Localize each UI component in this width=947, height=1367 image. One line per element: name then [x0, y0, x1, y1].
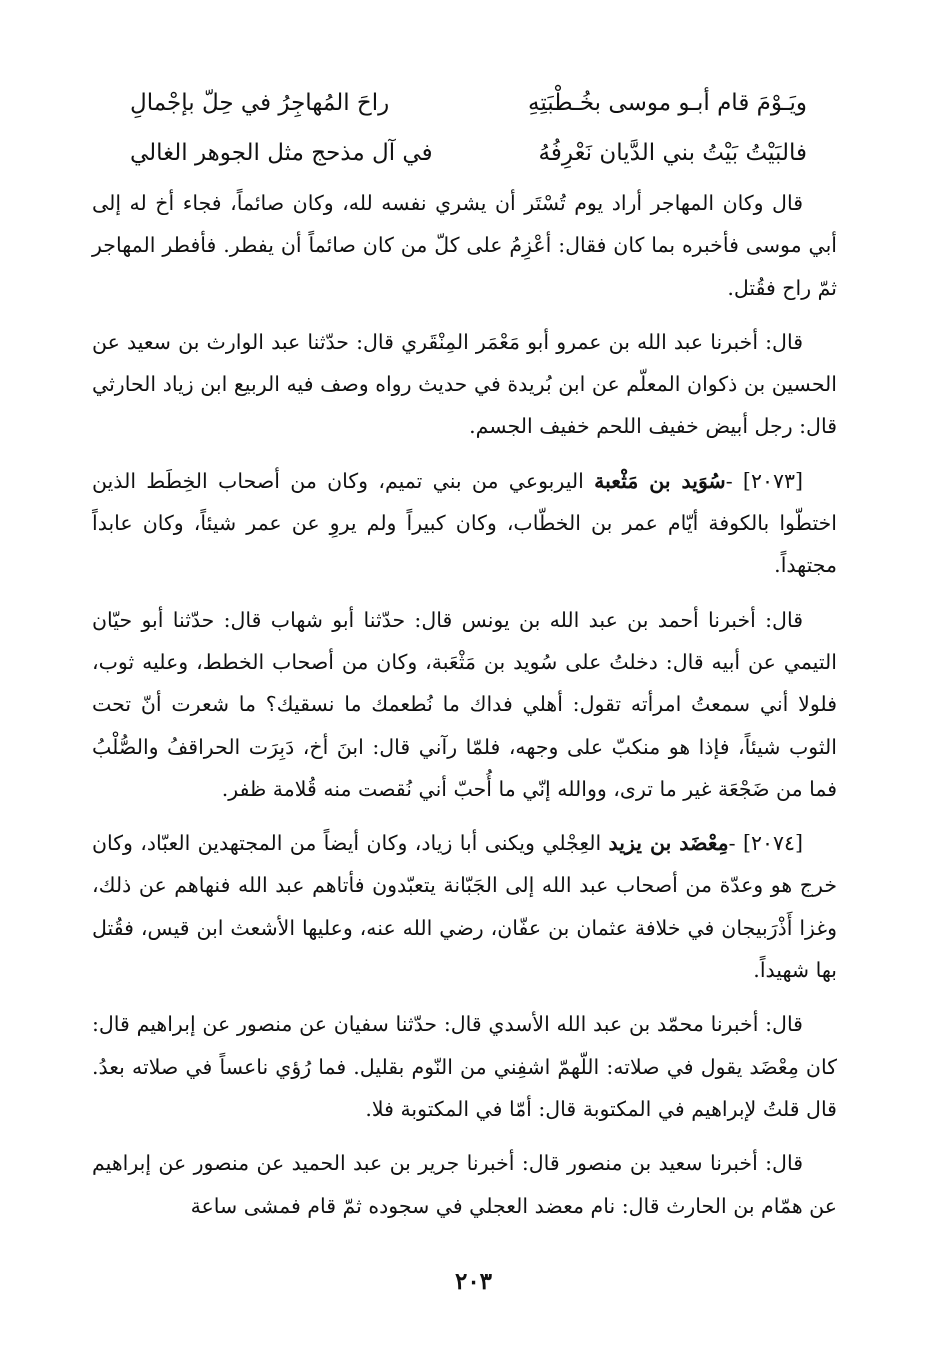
- verse-second-hemistich: في آل مذحج مثل الجوهر الغالي: [130, 140, 433, 166]
- paragraph: [92, 599, 837, 810]
- poem-verse: [92, 128, 837, 178]
- poem: [92, 78, 837, 178]
- biography-entry: [92, 460, 837, 587]
- paragraph: [92, 1142, 837, 1227]
- verse-first-hemistich: ويَـوْمَ قام أبـو موسى بخُـطْبَتِهِ: [528, 90, 807, 116]
- paragraph-text: اليربوعي من بني تميم، وكان من أصحاب الخِطَط الذين اختطّوا بالكوفة أيّام عمر بن الخطّاب، وكان كبيراً ولم يروِ عن عمر شيئاً، وكان عابداً مجتهداً.: [92, 468, 837, 578]
- entry-name: مِعْضَد بن يزيد: [608, 831, 729, 856]
- paragraph-text: قال: أخبرنا أحمد بن عبد الله بن يونس قال: حدّثنا أبو شهاب قال: حدّثنا أبو حيّان التيمي عن أبيه قال: دخلتُ على سُويد بن مَثْعَبة، وكان من أصحاب الخطط، وعليه ثوب، فلولا أني سمعتُ امرأته تقول: أهلي فداك ما نُطعمك ما نسقيك؟ ما شعرت أنّ تحت الثوب شيئاً، فإذا هو منكبّ على وجهه، فلمّا رآني قال: ابنَ أخ، دَبِرَت الحراقفُ والصُّلْبُ فما من ضَجْعَة غير ما ترى، ووالله إنّي ما أُحبّ أني نُقصت منه قُلامة ظفر.: [92, 607, 837, 801]
- entry-name: سُوَيد بن مَثْعبة: [594, 468, 726, 493]
- verse-second-hemistich: راحَ المُهاجِرُ في حِلّ بإجْمالِ: [130, 90, 390, 116]
- paragraph-text: قال وكان المهاجر أراد يوم تُسْتَر أن يشري نفسه لله، وكان صائماً، فجاء أخ له إلى أبي موسى فأخبره بما كان فقال: أعْزِمُ على كلّ من كان صائماً أن يفطر. فأفطر المهاجر ثمّ راح فقُتل.: [92, 191, 837, 300]
- paragraph-text: قال: أخبرنا سعيد بن منصور قال: أخبرنا جرير بن عبد الحميد عن منصور عن إبراهيم عن همّام بن الحارث قال: نام معضد العجلي في سجوده ثمّ قام فمشى ساعة: [92, 1151, 837, 1218]
- paragraph: [92, 321, 837, 448]
- paragraph: [92, 1003, 837, 1130]
- poem-verse: [92, 78, 837, 128]
- paragraph-text: قال: أخبرنا محمّد بن عبد الله الأسدي قال: حدّثنا سفيان عن منصور عن إبراهيم قال: كان مِعْضَد يقول في صلاته: اللّهمّ اشفِني من النّوم بقليل. فما رُؤي ناعساً في صلاته بعدُ. قال قلتُ لإبراهيم في المكتوبة قال: أمّا في المكتوبة فلا.: [92, 1012, 837, 1121]
- page-number: ٢٠٣: [454, 1268, 493, 1295]
- biography-entry: [92, 822, 837, 991]
- verse-first-hemistich: فالبَيْتُ بَيْتُ بني الدَّيان نَعْرِفُهُ: [538, 140, 807, 166]
- entry-number: [٢٠٧٣] -: [725, 468, 803, 493]
- paragraph-text: العِجْلي ويكنى أبا زياد، وكان أيضاً من المجتهدين العبّاد، وكان خرج هو وعدّة من أصحاب عبد الله إلى الجَبّانة يتعبّدون فأتاهم عبد الله فنهاهم عن ذلك، وغزا أَذْرَبيجان في خلافة عثمان بن عفّان، رضي الله عنه، وعليها الأشعث ابن قيس، فقُتل بها شهيداً.: [92, 831, 837, 983]
- entry-number: [٢٠٧٤] -: [728, 831, 803, 856]
- paragraph-text: قال: أخبرنا عبد الله بن عمرو أبو مَعْمَر المِنْقَري قال: حدّثنا عبد الوارث بن سعيد عن الحسين بن ذكوان المعلّم عن ابن بُريدة في حديث رواه وصف فيه الربيع ابن زياد الحارثي قال: رجل أبيض خفيف اللحم خفيف الجسم.: [92, 329, 837, 439]
- paragraph: [92, 182, 837, 309]
